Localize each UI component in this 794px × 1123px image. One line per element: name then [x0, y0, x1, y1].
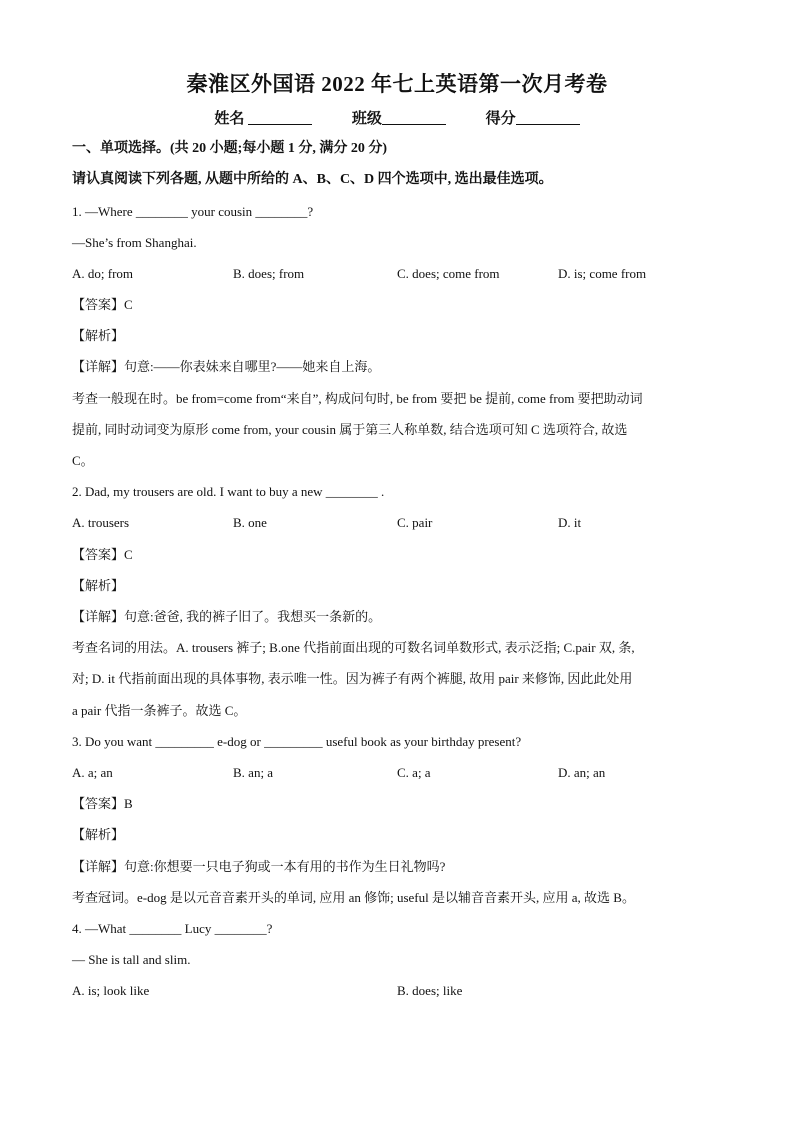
- question-3-option-a: A. a; an: [72, 765, 113, 780]
- question-2-detail: 【详解】句意:爸爸, 我的裤子旧了。我想买一条新的。: [72, 609, 382, 624]
- class-blank[interactable]: [382, 109, 446, 125]
- name-blank[interactable]: [248, 109, 312, 125]
- question-2-option-c: C. pair: [397, 515, 433, 530]
- question-4-option-b: B. does; like: [397, 983, 463, 998]
- question-1-explain-line-1: 考查一般现在时。be from=come from“来自”, 构成问句时, be from 要把 be 提前, come from 要把助动词: [72, 391, 643, 406]
- question-3-answer: 【答案】B: [72, 796, 133, 811]
- question-1-option-b: B. does; from: [233, 266, 305, 281]
- question-2-explain-line-1: 考查名词的用法。A. trousers 裤子; B.one 代指前面出现的可数名词单数形式, 表示泛指; C.pair 双, 条,: [72, 640, 635, 655]
- question-2-option-a: A. trousers: [72, 515, 130, 530]
- question-4-option-a: A. is; look like: [72, 983, 150, 998]
- class-field: [352, 107, 446, 128]
- question-3-explain-line-1: 考查冠词。e-dog 是以元音音素开头的单词, 应用 an 修饰; useful 是以辅音音素开头, 应用 a, 故选 B。: [72, 890, 635, 905]
- class-label: 班级: [351, 111, 382, 127]
- question-1-analysis: 【解析】: [72, 328, 125, 343]
- question-2-stem: 2. Dad, my trousers are old. I want to buy a new ________ .: [72, 484, 385, 499]
- name-label: 姓名: [214, 111, 245, 127]
- score-field: [486, 107, 580, 128]
- score-label: 得分: [485, 111, 516, 127]
- question-1-option-a: A. do; from: [72, 266, 134, 281]
- question-3-stem: 3. Do you want _________ e-dog or _________ useful book as your birthday present?: [72, 734, 522, 749]
- question-4-reply: — She is tall and slim.: [72, 952, 191, 967]
- question-1-detail: 【详解】句意:——你表妹来自哪里?——她来自上海。: [72, 359, 381, 374]
- question-3-option-b: B. an; a: [233, 765, 274, 780]
- score-blank[interactable]: [516, 109, 580, 125]
- question-2-explain-line-3: a pair 代指一条裤子。故选 C。: [72, 703, 247, 718]
- student-info-row: [0, 107, 794, 128]
- question-3-detail: 【详解】句意:你想要一只电子狗或一本有用的书作为生日礼物吗?: [72, 859, 446, 874]
- section-heading: 一、单项选择。(共 20 小题;每小题 1 分, 满分 20 分): [72, 141, 387, 156]
- question-2-answer: 【答案】C: [72, 547, 133, 562]
- question-2-option-b: B. one: [233, 515, 267, 530]
- page-title: 秦淮区外国语 2022 年七上英语第一次月考卷: [186, 72, 608, 96]
- question-1-option-d: D. is; come from: [558, 266, 647, 281]
- name-field: [214, 107, 312, 128]
- question-3-option-c: C. a; a: [397, 765, 431, 780]
- question-2-analysis: 【解析】: [72, 578, 125, 593]
- question-1-option-c: C. does; come from: [397, 266, 500, 281]
- question-1-explain-line-3: C。: [72, 453, 94, 468]
- question-1-stem: 1. —Where ________ your cousin ________?: [72, 204, 314, 219]
- question-2-explain-line-2: 对; D. it 代指前面出现的具体事物, 表示唯一性。因为裤子有两个裤腿, 故用 pair 来修饰, 因此此处用: [72, 671, 633, 686]
- question-1-answer: 【答案】C: [72, 297, 133, 312]
- question-1-reply: —She’s from Shanghai.: [72, 235, 197, 250]
- question-1-explain-line-2: 提前, 同时动词变为原形 come from, your cousin 属于第三人称单数, 结合选项可知 C 选项符合, 故选: [72, 422, 628, 437]
- question-4-stem: 4. —What ________ Lucy ________?: [72, 921, 273, 936]
- section-instruction: 请认真阅读下列各题, 从题中所给的 A、B、C、D 四个选项中, 选出最佳选项。: [72, 172, 553, 187]
- question-3-analysis: 【解析】: [72, 827, 125, 842]
- question-3-option-d: D. an; an: [558, 765, 606, 780]
- question-2-option-d: D. it: [558, 515, 582, 530]
